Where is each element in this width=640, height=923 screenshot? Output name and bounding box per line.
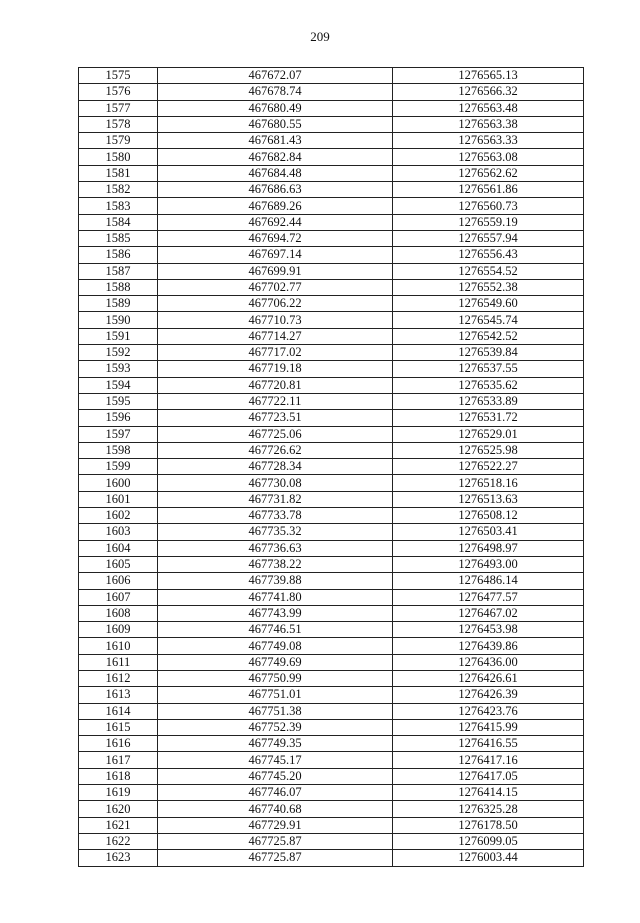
- x-coordinate-cell: 467706.22: [158, 296, 393, 312]
- y-coordinate-cell: 1276426.39: [393, 687, 584, 703]
- y-coordinate-cell: 1276562.62: [393, 165, 584, 181]
- x-coordinate-cell: 467694.72: [158, 230, 393, 246]
- coordinates-table: [78, 67, 584, 867]
- table-row: [79, 214, 584, 230]
- y-coordinate-cell: 1276467.02: [393, 605, 584, 621]
- x-coordinate-cell: 467733.78: [158, 508, 393, 524]
- y-coordinate-cell: 1276415.99: [393, 719, 584, 735]
- table-row: [79, 263, 584, 279]
- table-row: [79, 361, 584, 377]
- table-row: [79, 68, 584, 84]
- point-number-cell: 1615: [79, 719, 158, 735]
- x-coordinate-cell: 467745.20: [158, 768, 393, 784]
- x-coordinate-cell: 467680.55: [158, 116, 393, 132]
- x-coordinate-cell: 467717.02: [158, 345, 393, 361]
- y-coordinate-cell: 1276554.52: [393, 263, 584, 279]
- x-coordinate-cell: 467682.84: [158, 149, 393, 165]
- table-row: [79, 622, 584, 638]
- x-coordinate-cell: 467725.06: [158, 426, 393, 442]
- x-coordinate-cell: 467745.17: [158, 752, 393, 768]
- y-coordinate-cell: 1276537.55: [393, 361, 584, 377]
- point-number-cell: 1621: [79, 817, 158, 833]
- table-row: [79, 573, 584, 589]
- y-coordinate-cell: 1276563.38: [393, 116, 584, 132]
- y-coordinate-cell: 1276423.76: [393, 703, 584, 719]
- point-number-cell: 1586: [79, 247, 158, 263]
- point-number-cell: 1610: [79, 638, 158, 654]
- table-row: [79, 133, 584, 149]
- y-coordinate-cell: 1276426.61: [393, 670, 584, 686]
- table-row: [79, 230, 584, 246]
- y-coordinate-cell: 1276436.00: [393, 654, 584, 670]
- table-row: [79, 736, 584, 752]
- point-number-cell: 1599: [79, 459, 158, 475]
- table-row: [79, 540, 584, 556]
- table-row: [79, 556, 584, 572]
- y-coordinate-cell: 1276416.55: [393, 736, 584, 752]
- y-coordinate-cell: 1276453.98: [393, 622, 584, 638]
- point-number-cell: 1605: [79, 556, 158, 572]
- x-coordinate-cell: 467751.38: [158, 703, 393, 719]
- y-coordinate-cell: 1276178.50: [393, 817, 584, 833]
- y-coordinate-cell: 1276556.43: [393, 247, 584, 263]
- x-coordinate-cell: 467672.07: [158, 68, 393, 84]
- point-number-cell: 1583: [79, 198, 158, 214]
- point-number-cell: 1580: [79, 149, 158, 165]
- table-row: [79, 345, 584, 361]
- point-number-cell: 1596: [79, 410, 158, 426]
- table-row: [79, 459, 584, 475]
- x-coordinate-cell: 467741.80: [158, 589, 393, 605]
- y-coordinate-cell: 1276559.19: [393, 214, 584, 230]
- table-row: [79, 719, 584, 735]
- table-row: [79, 508, 584, 524]
- x-coordinate-cell: 467743.99: [158, 605, 393, 621]
- y-coordinate-cell: 1276531.72: [393, 410, 584, 426]
- x-coordinate-cell: 467736.63: [158, 540, 393, 556]
- point-number-cell: 1590: [79, 312, 158, 328]
- table-row: [79, 752, 584, 768]
- point-number-cell: 1591: [79, 328, 158, 344]
- table-row: [79, 801, 584, 817]
- point-number-cell: 1595: [79, 393, 158, 409]
- table-row: [79, 768, 584, 784]
- y-coordinate-cell: 1276529.01: [393, 426, 584, 442]
- y-coordinate-cell: 1276503.41: [393, 524, 584, 540]
- table-row: [79, 84, 584, 100]
- y-coordinate-cell: 1276522.27: [393, 459, 584, 475]
- point-number-cell: 1587: [79, 263, 158, 279]
- y-coordinate-cell: 1276513.63: [393, 491, 584, 507]
- point-number-cell: 1592: [79, 345, 158, 361]
- point-number-cell: 1617: [79, 752, 158, 768]
- y-coordinate-cell: 1276003.44: [393, 850, 584, 866]
- point-number-cell: 1622: [79, 833, 158, 849]
- table-row: [79, 165, 584, 181]
- table-row: [79, 524, 584, 540]
- point-number-cell: 1607: [79, 589, 158, 605]
- table-row: [79, 638, 584, 654]
- y-coordinate-cell: 1276439.86: [393, 638, 584, 654]
- x-coordinate-cell: 467720.81: [158, 377, 393, 393]
- x-coordinate-cell: 467746.07: [158, 785, 393, 801]
- table-row: [79, 687, 584, 703]
- y-coordinate-cell: 1276563.08: [393, 149, 584, 165]
- table-row: [79, 279, 584, 295]
- point-number-cell: 1579: [79, 133, 158, 149]
- x-coordinate-cell: 467722.11: [158, 393, 393, 409]
- y-coordinate-cell: 1276498.97: [393, 540, 584, 556]
- table-row: [79, 833, 584, 849]
- point-number-cell: 1598: [79, 442, 158, 458]
- point-number-cell: 1576: [79, 84, 158, 100]
- point-number-cell: 1618: [79, 768, 158, 784]
- x-coordinate-cell: 467684.48: [158, 165, 393, 181]
- x-coordinate-cell: 467719.18: [158, 361, 393, 377]
- y-coordinate-cell: 1276477.57: [393, 589, 584, 605]
- point-number-cell: 1588: [79, 279, 158, 295]
- y-coordinate-cell: 1276508.12: [393, 508, 584, 524]
- point-number-cell: 1581: [79, 165, 158, 181]
- table-row: [79, 198, 584, 214]
- x-coordinate-cell: 467740.68: [158, 801, 393, 817]
- point-number-cell: 1614: [79, 703, 158, 719]
- x-coordinate-cell: 467699.91: [158, 263, 393, 279]
- y-coordinate-cell: 1276535.62: [393, 377, 584, 393]
- y-coordinate-cell: 1276542.52: [393, 328, 584, 344]
- y-coordinate-cell: 1276552.38: [393, 279, 584, 295]
- x-coordinate-cell: 467692.44: [158, 214, 393, 230]
- point-number-cell: 1623: [79, 850, 158, 866]
- y-coordinate-cell: 1276417.05: [393, 768, 584, 784]
- point-number-cell: 1582: [79, 182, 158, 198]
- y-coordinate-cell: 1276417.16: [393, 752, 584, 768]
- x-coordinate-cell: 467749.69: [158, 654, 393, 670]
- x-coordinate-cell: 467697.14: [158, 247, 393, 263]
- x-coordinate-cell: 467678.74: [158, 84, 393, 100]
- point-number-cell: 1584: [79, 214, 158, 230]
- y-coordinate-cell: 1276566.32: [393, 84, 584, 100]
- point-number-cell: 1611: [79, 654, 158, 670]
- x-coordinate-cell: 467714.27: [158, 328, 393, 344]
- table-row: [79, 296, 584, 312]
- coordinates-table-body: [79, 68, 584, 867]
- x-coordinate-cell: 467730.08: [158, 475, 393, 491]
- x-coordinate-cell: 467752.39: [158, 719, 393, 735]
- table-row: [79, 247, 584, 263]
- point-number-cell: 1606: [79, 573, 158, 589]
- y-coordinate-cell: 1276561.86: [393, 182, 584, 198]
- point-number-cell: 1603: [79, 524, 158, 540]
- point-number-cell: 1597: [79, 426, 158, 442]
- y-coordinate-cell: 1276099.05: [393, 833, 584, 849]
- table-row: [79, 377, 584, 393]
- x-coordinate-cell: 467738.22: [158, 556, 393, 572]
- table-row: [79, 654, 584, 670]
- x-coordinate-cell: 467689.26: [158, 198, 393, 214]
- y-coordinate-cell: 1276525.98: [393, 442, 584, 458]
- x-coordinate-cell: 467681.43: [158, 133, 393, 149]
- table-row: [79, 312, 584, 328]
- point-number-cell: 1600: [79, 475, 158, 491]
- y-coordinate-cell: 1276533.89: [393, 393, 584, 409]
- y-coordinate-cell: 1276560.73: [393, 198, 584, 214]
- x-coordinate-cell: 467751.01: [158, 687, 393, 703]
- table-row: [79, 850, 584, 866]
- x-coordinate-cell: 467723.51: [158, 410, 393, 426]
- point-number-cell: 1575: [79, 68, 158, 84]
- y-coordinate-cell: 1276549.60: [393, 296, 584, 312]
- x-coordinate-cell: 467702.77: [158, 279, 393, 295]
- point-number-cell: 1577: [79, 100, 158, 116]
- point-number-cell: 1604: [79, 540, 158, 556]
- point-number-cell: 1594: [79, 377, 158, 393]
- y-coordinate-cell: 1276493.00: [393, 556, 584, 572]
- point-number-cell: 1602: [79, 508, 158, 524]
- table-row: [79, 605, 584, 621]
- x-coordinate-cell: 467746.51: [158, 622, 393, 638]
- x-coordinate-cell: 467726.62: [158, 442, 393, 458]
- table-row: [79, 670, 584, 686]
- point-number-cell: 1589: [79, 296, 158, 312]
- table-row: [79, 442, 584, 458]
- point-number-cell: 1612: [79, 670, 158, 686]
- x-coordinate-cell: 467686.63: [158, 182, 393, 198]
- y-coordinate-cell: 1276545.74: [393, 312, 584, 328]
- table-row: [79, 149, 584, 165]
- x-coordinate-cell: 467735.32: [158, 524, 393, 540]
- x-coordinate-cell: 467710.73: [158, 312, 393, 328]
- x-coordinate-cell: 467749.08: [158, 638, 393, 654]
- point-number-cell: 1616: [79, 736, 158, 752]
- y-coordinate-cell: 1276563.48: [393, 100, 584, 116]
- point-number-cell: 1608: [79, 605, 158, 621]
- table-row: [79, 491, 584, 507]
- point-number-cell: 1619: [79, 785, 158, 801]
- point-number-cell: 1620: [79, 801, 158, 817]
- table-row: [79, 703, 584, 719]
- page-number: 209: [310, 29, 330, 44]
- x-coordinate-cell: 467731.82: [158, 491, 393, 507]
- point-number-cell: 1585: [79, 230, 158, 246]
- x-coordinate-cell: 467725.87: [158, 833, 393, 849]
- table-row: [79, 817, 584, 833]
- x-coordinate-cell: 467728.34: [158, 459, 393, 475]
- y-coordinate-cell: 1276486.14: [393, 573, 584, 589]
- table-row: [79, 100, 584, 116]
- table-row: [79, 589, 584, 605]
- y-coordinate-cell: 1276563.33: [393, 133, 584, 149]
- point-number-cell: 1613: [79, 687, 158, 703]
- x-coordinate-cell: 467680.49: [158, 100, 393, 116]
- x-coordinate-cell: 467750.99: [158, 670, 393, 686]
- table-row: [79, 410, 584, 426]
- y-coordinate-cell: 1276557.94: [393, 230, 584, 246]
- y-coordinate-cell: 1276414.15: [393, 785, 584, 801]
- y-coordinate-cell: 1276539.84: [393, 345, 584, 361]
- table-row: [79, 785, 584, 801]
- table-row: [79, 475, 584, 491]
- table-row: [79, 182, 584, 198]
- table-row: [79, 328, 584, 344]
- x-coordinate-cell: 467725.87: [158, 850, 393, 866]
- table-row: [79, 393, 584, 409]
- table-row: [79, 116, 584, 132]
- point-number-cell: 1578: [79, 116, 158, 132]
- x-coordinate-cell: 467739.88: [158, 573, 393, 589]
- point-number-cell: 1601: [79, 491, 158, 507]
- point-number-cell: 1609: [79, 622, 158, 638]
- y-coordinate-cell: 1276565.13: [393, 68, 584, 84]
- y-coordinate-cell: 1276518.16: [393, 475, 584, 491]
- x-coordinate-cell: 467749.35: [158, 736, 393, 752]
- point-number-cell: 1593: [79, 361, 158, 377]
- table-row: [79, 426, 584, 442]
- y-coordinate-cell: 1276325.28: [393, 801, 584, 817]
- x-coordinate-cell: 467729.91: [158, 817, 393, 833]
